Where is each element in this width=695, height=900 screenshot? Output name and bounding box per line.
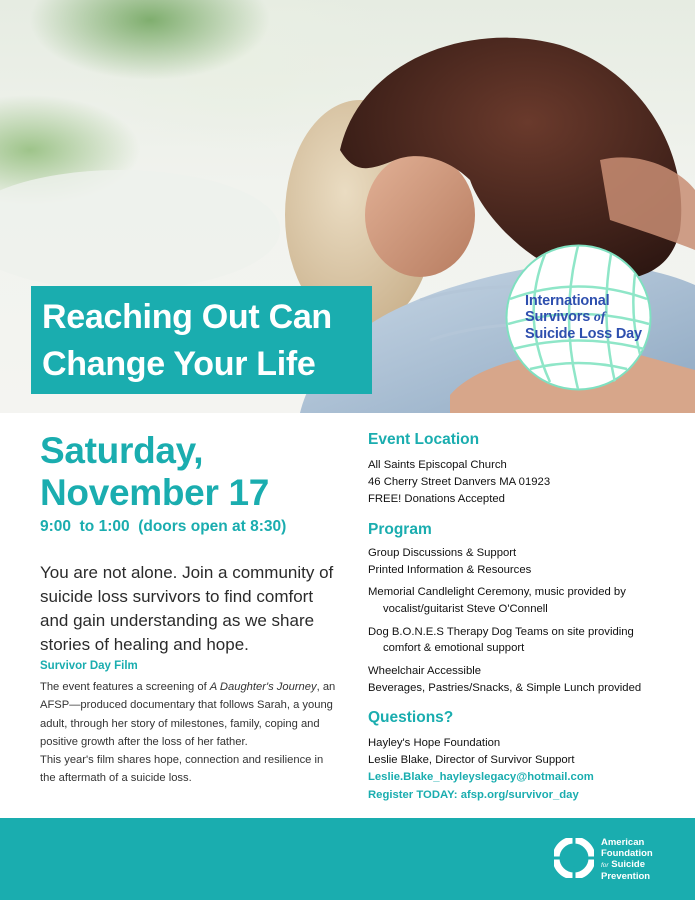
register-link[interactable]: Register TODAY: afsp.org/survivor_day [368, 789, 579, 801]
location-heading: Event Location [368, 431, 480, 448]
contact-email-link[interactable]: Leslie.Blake_hayleyslegacy@hotmail.com [368, 771, 594, 783]
badge-line-2: Survivors of [525, 309, 606, 325]
event-time: 9:00 to 1:00 (doors open at 8:30) [40, 518, 287, 535]
event-date-line-1: Saturday, [40, 430, 204, 471]
questions-org: Hayley's Hope Foundation [368, 737, 501, 749]
life-ring-icon [554, 838, 594, 878]
hero-banner [0, 0, 695, 413]
program-item-continued: vocalist/guitarist Steve O'Connell [383, 603, 548, 615]
program-item: Group Discussions & Support [368, 547, 517, 559]
program-item: Dog B.O.N.E.S Therapy Dog Teams on site providing [368, 626, 634, 638]
film-title: A Daughter's Journey [209, 681, 317, 693]
location-line: 46 Cherry Street Danvers MA 01923 [368, 476, 551, 488]
location-line: All Saints Episcopal Church [368, 459, 507, 471]
film-description [40, 678, 336, 788]
intro-text: You are not alone. Join a community of suicide loss survivors to find comfort and gain understanding as we share stories of healing and hope. [40, 563, 334, 654]
afsp-logo-text: American Foundation for Suicide Prevention [601, 837, 653, 882]
badge-line-1: International [525, 293, 610, 309]
headline-line-2: Change Your Life [42, 345, 316, 383]
event-date [40, 430, 269, 514]
film-paragraph-2: This year's film shares hope, connection and resilience in the aftermath of a suicide loss. [40, 754, 324, 785]
headline-line-1: Reaching Out Can [42, 298, 332, 336]
program-item: Wheelchair Accessible [368, 665, 482, 677]
program-item: Printed Information & Resources [368, 564, 532, 576]
film-paragraph-1: The event features a screening of A Daughter's Journey, an AFSP—produced documentary that follows Sarah, a young adult, through her story of milestones, family, coping and positive growth after the loss of her father. [40, 681, 336, 748]
location-line: FREE! Donations Accepted [368, 493, 505, 505]
program-heading: Program [368, 521, 432, 538]
event-date-line-2: November 17 [40, 472, 270, 513]
questions-heading: Questions? [368, 709, 454, 726]
film-heading: Survivor Day Film [40, 660, 138, 672]
program-item: Memorial Candlelight Ceremony, music provided by [368, 586, 626, 598]
questions-contact: Leslie Blake, Director of Survivor Support [368, 754, 575, 766]
badge-text [525, 293, 645, 342]
badge-line-3: Suicide Loss Day [525, 326, 642, 342]
program-item: Beverages, Pastries/Snacks, & Simple Lunch provided [368, 682, 642, 694]
headline-banner [31, 286, 372, 394]
program-item-continued: comfort & emotional support [383, 642, 525, 654]
